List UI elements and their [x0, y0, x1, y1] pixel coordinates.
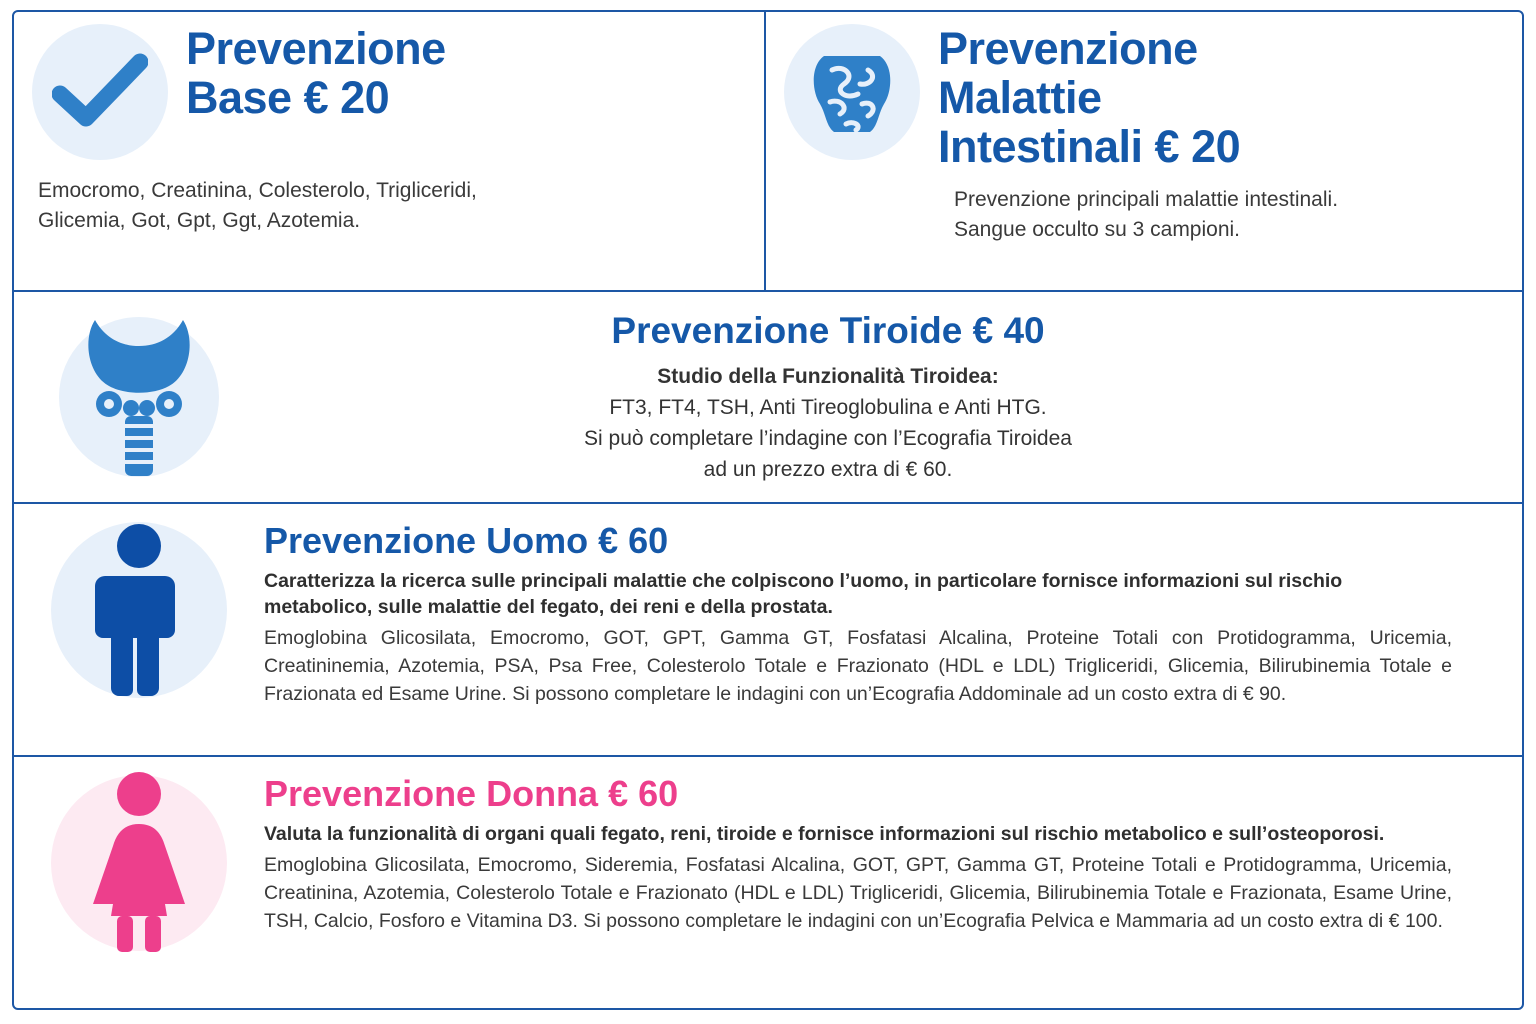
- row-prevenzione-uomo: [14, 502, 1522, 755]
- tiroide-body: [264, 309, 1522, 485]
- card-intestinali-description: [784, 185, 1504, 245]
- card-base-title-line1: Prevenzione: [186, 23, 446, 74]
- uomo-body-text: Emoglobina Glicosilata, Emocromo, GOT, GPT, Gamma GT, Fosfatasi Alcalina, Proteine Totali con Protidogramma, Uricemia, Creatininemia, Azotemia, PSA, Psa Free, Colesterolo Totale e Frazionato (HDL e LDL) Trigliceridi, Glicemia, Bilirubinemia Totale e Frazionata ed Esame Urine. Si possono completare le indagini con un’Ecografia Addominale ad un costo extra di € 90.: [264, 627, 1452, 705]
- price-list-frame: [12, 10, 1524, 1010]
- card-intestinali-description-line1: Prevenzione principali malattie intestinali.: [954, 188, 1339, 211]
- tiroide-line1: FT3, FT4, TSH, Anti Tireoglobulina e Anti HTG.: [609, 396, 1047, 419]
- card-intestinali-title-line3: Intestinali € 20: [938, 121, 1241, 172]
- thyroid-icon-wrap: [14, 317, 264, 477]
- card-prevenzione-intestinali: [766, 12, 1522, 290]
- card-base-title-line2: Base € 20: [186, 72, 390, 123]
- row-base-intestinali: [14, 12, 1522, 290]
- donna-body-text: Emoglobina Glicosilata, Emocromo, Sideremia, Fosfatasi Alcalina, GOT, GPT, Gamma GT, Proteine Totali e Protidogramma, Uricemia, Creatinina, Azotemia, Colesterolo Totale e Frazionato (HDL e LDL) Trigliceridi, Glicemia, Bilirubinemia Totale e Frazionata, Esame Urine, TSH, Calcio, Fosforo e Vitamina D3. Si possono completare le indagini con un’Ecografia Pelvica e Mammaria ad un costo extra di € 100.: [264, 854, 1452, 932]
- card-base-description: Emocromo, Creatinina, Colesterolo, Trigliceridi, Glicemia, Got, Gpt, Ggt, Azotemia.: [38, 179, 477, 232]
- female-figure-icon: [51, 775, 227, 951]
- card-intestinali-title: [938, 24, 1240, 171]
- card-intestinali-title-line2: Malattie: [938, 72, 1102, 123]
- card-intestinali-header: [784, 24, 1504, 171]
- male-figure-icon: [51, 522, 227, 698]
- card-prevenzione-base: [14, 12, 766, 290]
- card-base-title: [186, 24, 446, 122]
- row-prevenzione-tiroide: [14, 290, 1522, 502]
- uomo-lead: Caratterizza la ricerca sulle principali malattie che colpiscono l’uomo, in particolare fornisce informazioni sul rischio metabolico, sulle malattie del fegato, dei reni e della prostata.: [264, 570, 1343, 618]
- card-base-header: [32, 24, 746, 160]
- tiroide-line3: ad un prezzo extra di € 60.: [703, 458, 953, 481]
- donna-title: Prevenzione Donna € 60: [264, 773, 679, 814]
- card-intestinali-description-line2: Sangue occulto su 3 campioni.: [954, 218, 1241, 241]
- intestine-icon: [784, 24, 920, 160]
- row-prevenzione-donna: [14, 755, 1522, 1008]
- thyroid-icon: [59, 317, 219, 477]
- uomo-body: [264, 504, 1522, 718]
- tiroide-line2: Si può completare l’indagine con l’Ecografia Tiroidea: [584, 427, 1072, 450]
- tiroide-subtitle: Studio della Funzionalità Tiroidea:: [657, 365, 999, 388]
- male-icon-wrap: [14, 504, 264, 698]
- check-mark-icon: [32, 24, 168, 160]
- donna-lead: Valuta la funzionalità di organi quali fegato, reni, tiroide e fornisce informazioni sul rischio metabolico e sull’osteoporosi.: [264, 823, 1385, 845]
- tiroide-title: Prevenzione Tiroide € 40: [611, 310, 1045, 351]
- donna-body: [264, 757, 1522, 945]
- uomo-title: Prevenzione Uomo € 60: [264, 520, 669, 561]
- card-intestinali-title-line1: Prevenzione: [938, 23, 1198, 74]
- female-icon-wrap: [14, 757, 264, 951]
